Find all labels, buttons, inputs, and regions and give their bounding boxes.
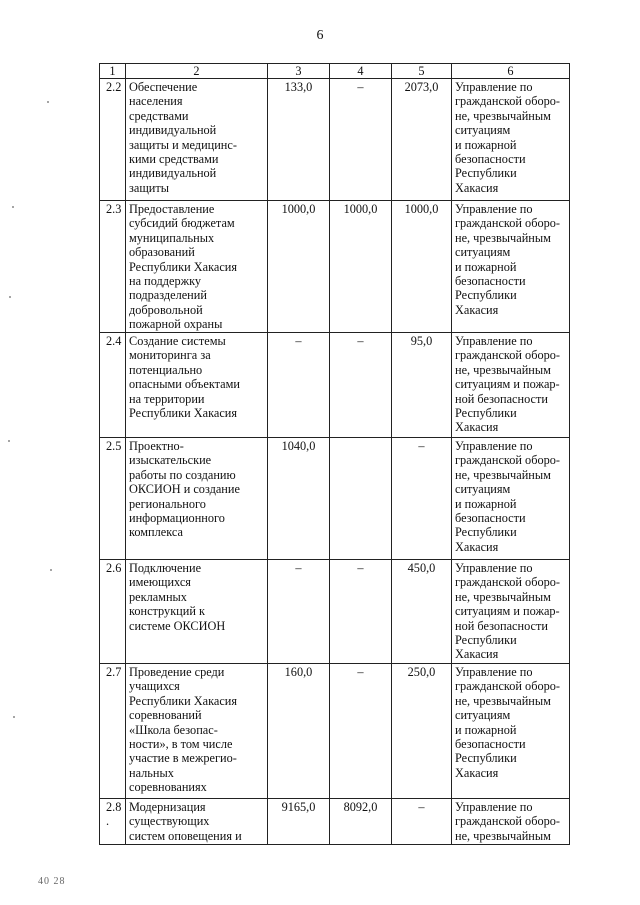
column-header: 2 — [126, 64, 268, 79]
measure-name: Создание системы мониторинга за потенциально опасными объектами на территории Республики Хакасия — [126, 333, 268, 438]
value-col4 — [330, 438, 392, 560]
value-col3: 9165,0 — [268, 799, 330, 845]
value-col3: 1000,0 — [268, 201, 330, 333]
scan-speck — [47, 101, 49, 103]
value-col3: – — [268, 560, 330, 664]
table-row — [100, 664, 570, 799]
table-row — [100, 438, 570, 560]
measure-name: Предоставление субсидий бюджетам муниципальных образований Республики Хакасия на поддержку подразделений добровольной пожарной охраны — [126, 201, 268, 333]
header-row — [100, 64, 570, 79]
column-header: 6 — [452, 64, 570, 79]
executor: Управление по гражданской оборо- не, чрезвычайным ситуациям и пожарной безопасности Республики Хакасия — [452, 438, 570, 560]
scan-speck — [50, 569, 52, 571]
executor: Управление по гражданской оборо- не, чрезвычайным ситуациям и пожарной безопасности Республики Хакасия — [452, 664, 570, 799]
executor: Управление по гражданской оборо- не, чрезвычайным ситуациям и пожар- ной безопасности Республики Хакасия — [452, 333, 570, 438]
program-table — [99, 63, 570, 845]
footer-mark: 40 28 — [38, 876, 66, 887]
executor: Управление по гражданской оборо- не, чрезвычайным ситуациям и пожар- ной безопасности Республики Хакасия — [452, 560, 570, 664]
value-col4: 1000,0 — [330, 201, 392, 333]
column-header: 1 — [100, 64, 126, 79]
row-number: 2.3 — [100, 201, 126, 333]
table-body — [100, 64, 570, 845]
row-number: 2.6 — [100, 560, 126, 664]
scan-speck — [13, 716, 15, 718]
table-row — [100, 201, 570, 333]
value-col4: – — [330, 664, 392, 799]
value-col3: 1040,0 — [268, 438, 330, 560]
value-col5: 95,0 — [392, 333, 452, 438]
value-col4: 8092,0 — [330, 799, 392, 845]
value-col5: 1000,0 — [392, 201, 452, 333]
row-number: 2.2 — [100, 79, 126, 201]
measure-name: Проведение среди учащихся Республики Хакасия соревнований «Школа безопас- ности», в том числе участие в межрегио- нальных соревнованиях — [126, 664, 268, 799]
value-col4: – — [330, 560, 392, 664]
row-number: 2.7 — [100, 664, 126, 799]
column-header: 4 — [330, 64, 392, 79]
value-col5: – — [392, 799, 452, 845]
scan-speck — [9, 296, 11, 298]
executor: Управление по гражданской оборо- не, чрезвычайным — [452, 799, 570, 845]
value-col4: – — [330, 79, 392, 201]
value-col5: 250,0 — [392, 664, 452, 799]
page-number: 6 — [316, 28, 324, 43]
value-col3: 133,0 — [268, 79, 330, 201]
value-col5: – — [392, 438, 452, 560]
value-col3: 160,0 — [268, 664, 330, 799]
scan-speck — [12, 206, 14, 208]
column-header: 5 — [392, 64, 452, 79]
row-number: 2.4 — [100, 333, 126, 438]
table-row — [100, 79, 570, 201]
executor: Управление по гражданской оборо- не, чрезвычайным ситуациям и пожарной безопасности Республики Хакасия — [452, 201, 570, 333]
row-number: 2.8. — [100, 799, 126, 845]
measure-name: Обеспечение населения средствами индивидуальной защиты и медицинс- кими средствами индивидуальной защиты — [126, 79, 268, 201]
measure-name: Подключение имеющихся рекламных конструкций к системе ОКСИОН — [126, 560, 268, 664]
measure-name: Модернизация существующих систем оповещения и — [126, 799, 268, 845]
value-col5: 450,0 — [392, 560, 452, 664]
value-col5: 2073,0 — [392, 79, 452, 201]
value-col3: – — [268, 333, 330, 438]
table-row — [100, 799, 570, 845]
scan-speck — [8, 440, 10, 442]
column-header: 3 — [268, 64, 330, 79]
table-row — [100, 333, 570, 438]
table-row — [100, 560, 570, 664]
executor: Управление по гражданской оборо- не, чрезвычайным ситуациям и пожарной безопасности Республики Хакасия — [452, 79, 570, 201]
value-col4: – — [330, 333, 392, 438]
row-number: 2.5 — [100, 438, 126, 560]
measure-name: Проектно- изыскательские работы по созданию ОКСИОН и создание регионального информационного комплекса — [126, 438, 268, 560]
